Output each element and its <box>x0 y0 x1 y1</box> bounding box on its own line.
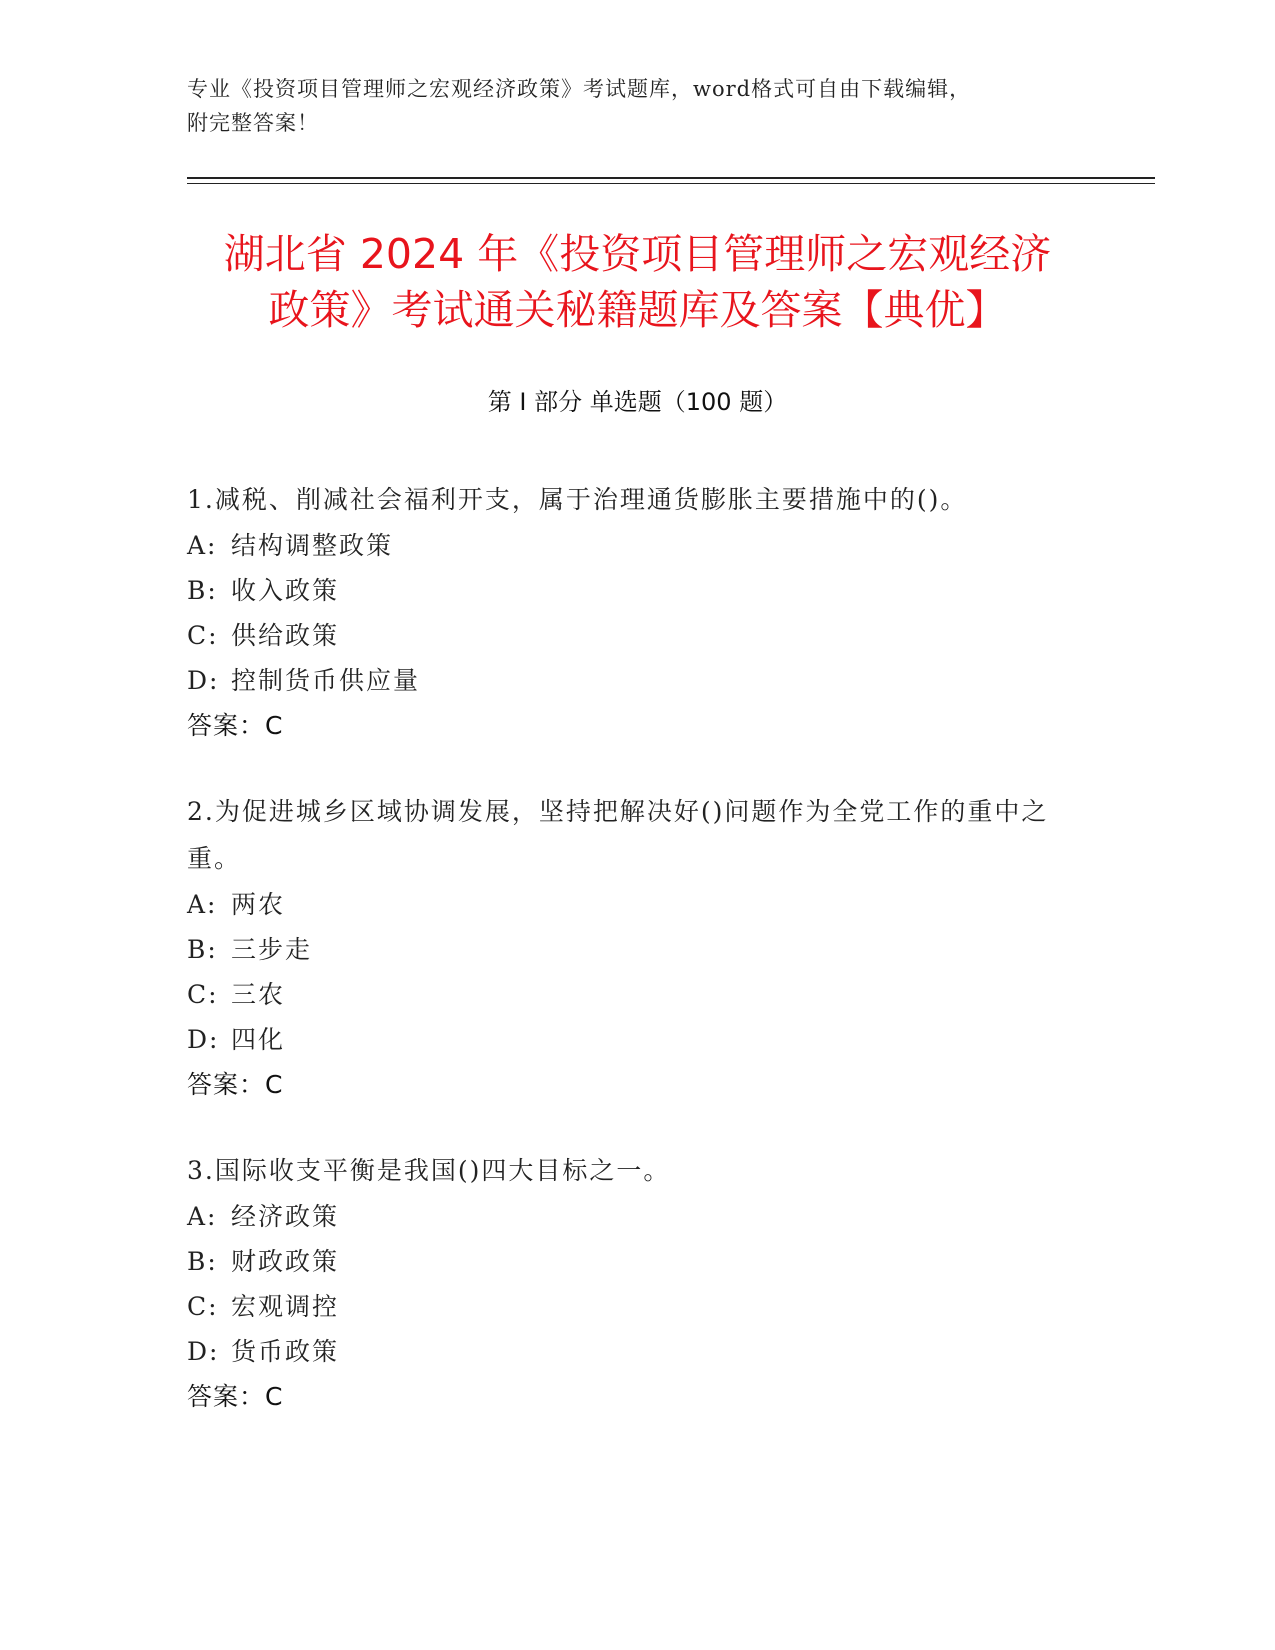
header-divider-thin <box>187 183 1155 184</box>
question-3 <box>187 1147 1067 1420</box>
header-divider-thick <box>187 177 1155 179</box>
header-note-line-2: 附完整答案！ <box>187 111 319 135</box>
option-c <box>187 613 1067 658</box>
question-1 <box>187 476 1067 749</box>
option-label: A: <box>187 531 218 560</box>
section-heading: 第 I 部分 单选题（100 题） <box>487 388 788 416</box>
answer-line: 答案：C <box>187 1382 284 1411</box>
option-text: 四化 <box>231 1025 286 1054</box>
option-d <box>187 658 1067 703</box>
option-text: 宏观调控 <box>231 1292 340 1321</box>
option-label: A: <box>187 1202 218 1231</box>
option-text: 两农 <box>231 890 286 919</box>
question-2 <box>187 788 1067 1108</box>
option-text: 结构调整政策 <box>231 531 394 560</box>
option-b <box>187 927 1067 972</box>
option-text: 控制货币供应量 <box>231 666 421 695</box>
option-label: D: <box>187 1025 220 1054</box>
option-b <box>187 568 1067 613</box>
document-title <box>150 226 1125 338</box>
option-text: 收入政策 <box>231 576 340 605</box>
option-b <box>187 1239 1067 1284</box>
option-label: B: <box>187 576 218 605</box>
option-a <box>187 523 1067 568</box>
option-label: B: <box>187 935 218 964</box>
option-a <box>187 882 1067 927</box>
option-a <box>187 1194 1067 1239</box>
document-title-line-1: 湖北省 2024 年《投资项目管理师之宏观经济 <box>223 230 1052 278</box>
header-note-line-1: 专业《投资项目管理师之宏观经济政策》考试题库，word格式可自由下载编辑， <box>187 77 972 101</box>
document-title-line-2: 政策》考试通关秘籍题库及答案【典优】 <box>268 286 1007 334</box>
option-label: C: <box>187 980 219 1009</box>
question-stem: 2.为促进城乡区域协调发展，坚持把解决好()问题作为全党工作的重中之重。 <box>187 797 1049 873</box>
option-d <box>187 1329 1067 1374</box>
header-note <box>187 72 1087 140</box>
option-label: B: <box>187 1247 218 1276</box>
option-text: 三步走 <box>231 935 313 964</box>
option-label: C: <box>187 1292 219 1321</box>
answer-line: 答案：C <box>187 711 284 740</box>
option-text: 三农 <box>231 980 286 1009</box>
option-text: 供给政策 <box>231 621 340 650</box>
option-text: 经济政策 <box>231 1202 340 1231</box>
option-text: 财政政策 <box>231 1247 340 1276</box>
option-label: C: <box>187 621 219 650</box>
option-d <box>187 1017 1067 1062</box>
question-stem: 3.国际收支平衡是我国()四大目标之一。 <box>187 1156 671 1185</box>
answer-line: 答案：C <box>187 1070 284 1099</box>
option-label: A: <box>187 890 218 919</box>
question-stem: 1.减税、削减社会福利开支，属于治理通货膨胀主要措施中的()。 <box>187 485 968 514</box>
option-label: D: <box>187 1337 220 1366</box>
option-text: 货币政策 <box>231 1337 340 1366</box>
option-label: D: <box>187 666 220 695</box>
option-c <box>187 972 1067 1017</box>
option-c <box>187 1284 1067 1329</box>
question-list <box>187 476 1067 1459</box>
